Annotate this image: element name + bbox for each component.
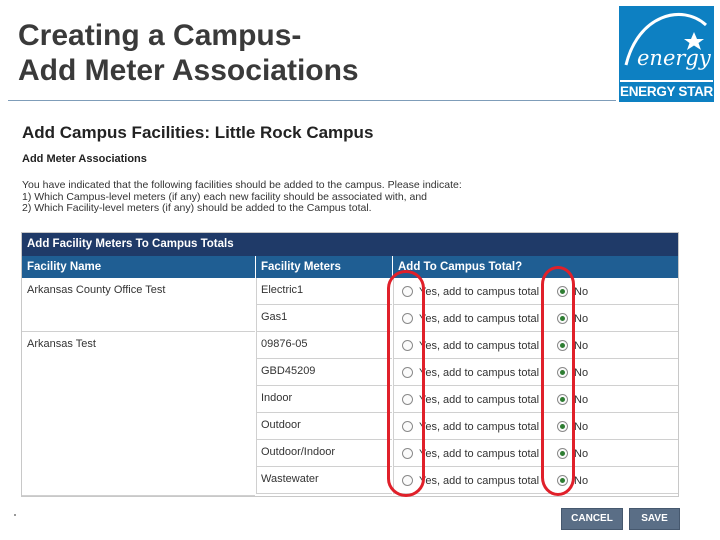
meter-name-cell: Electric1 bbox=[256, 278, 392, 305]
no-label: No bbox=[574, 367, 589, 379]
column-header-add-to-campus-total: Add To Campus Total? bbox=[393, 256, 678, 278]
no-label: No bbox=[574, 394, 589, 406]
no-label: No bbox=[574, 421, 589, 433]
meter-name-cell: GBD45209 bbox=[256, 359, 392, 386]
facility-name-cell: Arkansas County Office Test bbox=[22, 278, 255, 332]
intro-line: You have indicated that the following facilities should be added to the campus. Please indicate: bbox=[22, 179, 462, 191]
meter-name-cell: Indoor bbox=[256, 386, 392, 413]
yes-label: Yes, add to campus total bbox=[419, 448, 540, 460]
meter-name-cell: Wastewater bbox=[256, 467, 392, 494]
intro-line: 2) Which Facility-level meters (if any) should be added to the Campus total. bbox=[22, 202, 372, 214]
meter-name-cell: 09876-05 bbox=[256, 332, 392, 359]
logo-band-text: ENERGY STAR bbox=[620, 80, 713, 101]
save-button[interactable]: SAVE bbox=[629, 508, 680, 530]
campus-total-choice-cell bbox=[393, 278, 678, 305]
campus-total-choice-cell bbox=[393, 359, 678, 386]
yes-label: Yes, add to campus total bbox=[419, 421, 540, 433]
no-label: No bbox=[574, 448, 589, 460]
logo-script-text: energy bbox=[637, 46, 711, 70]
campus-total-choice-cell bbox=[393, 440, 678, 467]
intro-line: 1) Which Campus-level meters (if any) each new facility should be associated with, and bbox=[22, 190, 428, 203]
yes-label: Yes, add to campus total bbox=[419, 286, 540, 298]
yes-label: Yes, add to campus total bbox=[419, 313, 540, 325]
slide-title-line-1: Creating a Campus- bbox=[18, 19, 302, 52]
meter-name-cell: Outdoor/Indoor bbox=[256, 440, 392, 467]
facility-name-cell: Arkansas Test bbox=[22, 332, 255, 496]
page-heading: Add Campus Facilities: Little Rock Campus bbox=[22, 123, 374, 142]
meter-name-cell: Outdoor bbox=[256, 413, 392, 440]
slide-title-line-2: Add Meter Associations bbox=[18, 54, 359, 87]
campus-total-choice-cell bbox=[393, 332, 678, 359]
column-header-facility-meters: Facility Meters bbox=[256, 256, 392, 278]
meter-association-table bbox=[21, 232, 679, 497]
table-title: Add Facility Meters To Campus Totals bbox=[22, 233, 678, 256]
title-divider bbox=[8, 100, 616, 101]
slide-title bbox=[18, 18, 578, 88]
stray-dot bbox=[14, 514, 16, 516]
yes-label: Yes, add to campus total bbox=[419, 340, 540, 352]
campus-total-choice-cell bbox=[393, 413, 678, 440]
no-label: No bbox=[574, 475, 589, 487]
campus-total-choice-cell bbox=[393, 305, 678, 332]
no-label: No bbox=[574, 313, 589, 325]
intro-text bbox=[22, 180, 462, 215]
campus-total-choice-cell bbox=[393, 467, 678, 494]
energy-star-logo bbox=[619, 6, 714, 102]
meter-name-cell: Gas1 bbox=[256, 305, 392, 332]
energy-star-script-icon bbox=[620, 7, 713, 81]
highlight-oval-yes-column bbox=[387, 270, 425, 497]
yes-label: Yes, add to campus total bbox=[419, 394, 540, 406]
cancel-button[interactable]: CANCEL bbox=[561, 508, 623, 530]
highlight-oval-no-column bbox=[541, 266, 575, 496]
no-label: No bbox=[574, 286, 589, 298]
section-heading: Add Meter Associations bbox=[22, 153, 147, 165]
column-header-facility-name: Facility Name bbox=[22, 256, 255, 278]
yes-label: Yes, add to campus total bbox=[419, 367, 540, 379]
no-label: No bbox=[574, 340, 589, 352]
campus-total-choice-cell bbox=[393, 386, 678, 413]
yes-label: Yes, add to campus total bbox=[419, 475, 540, 487]
